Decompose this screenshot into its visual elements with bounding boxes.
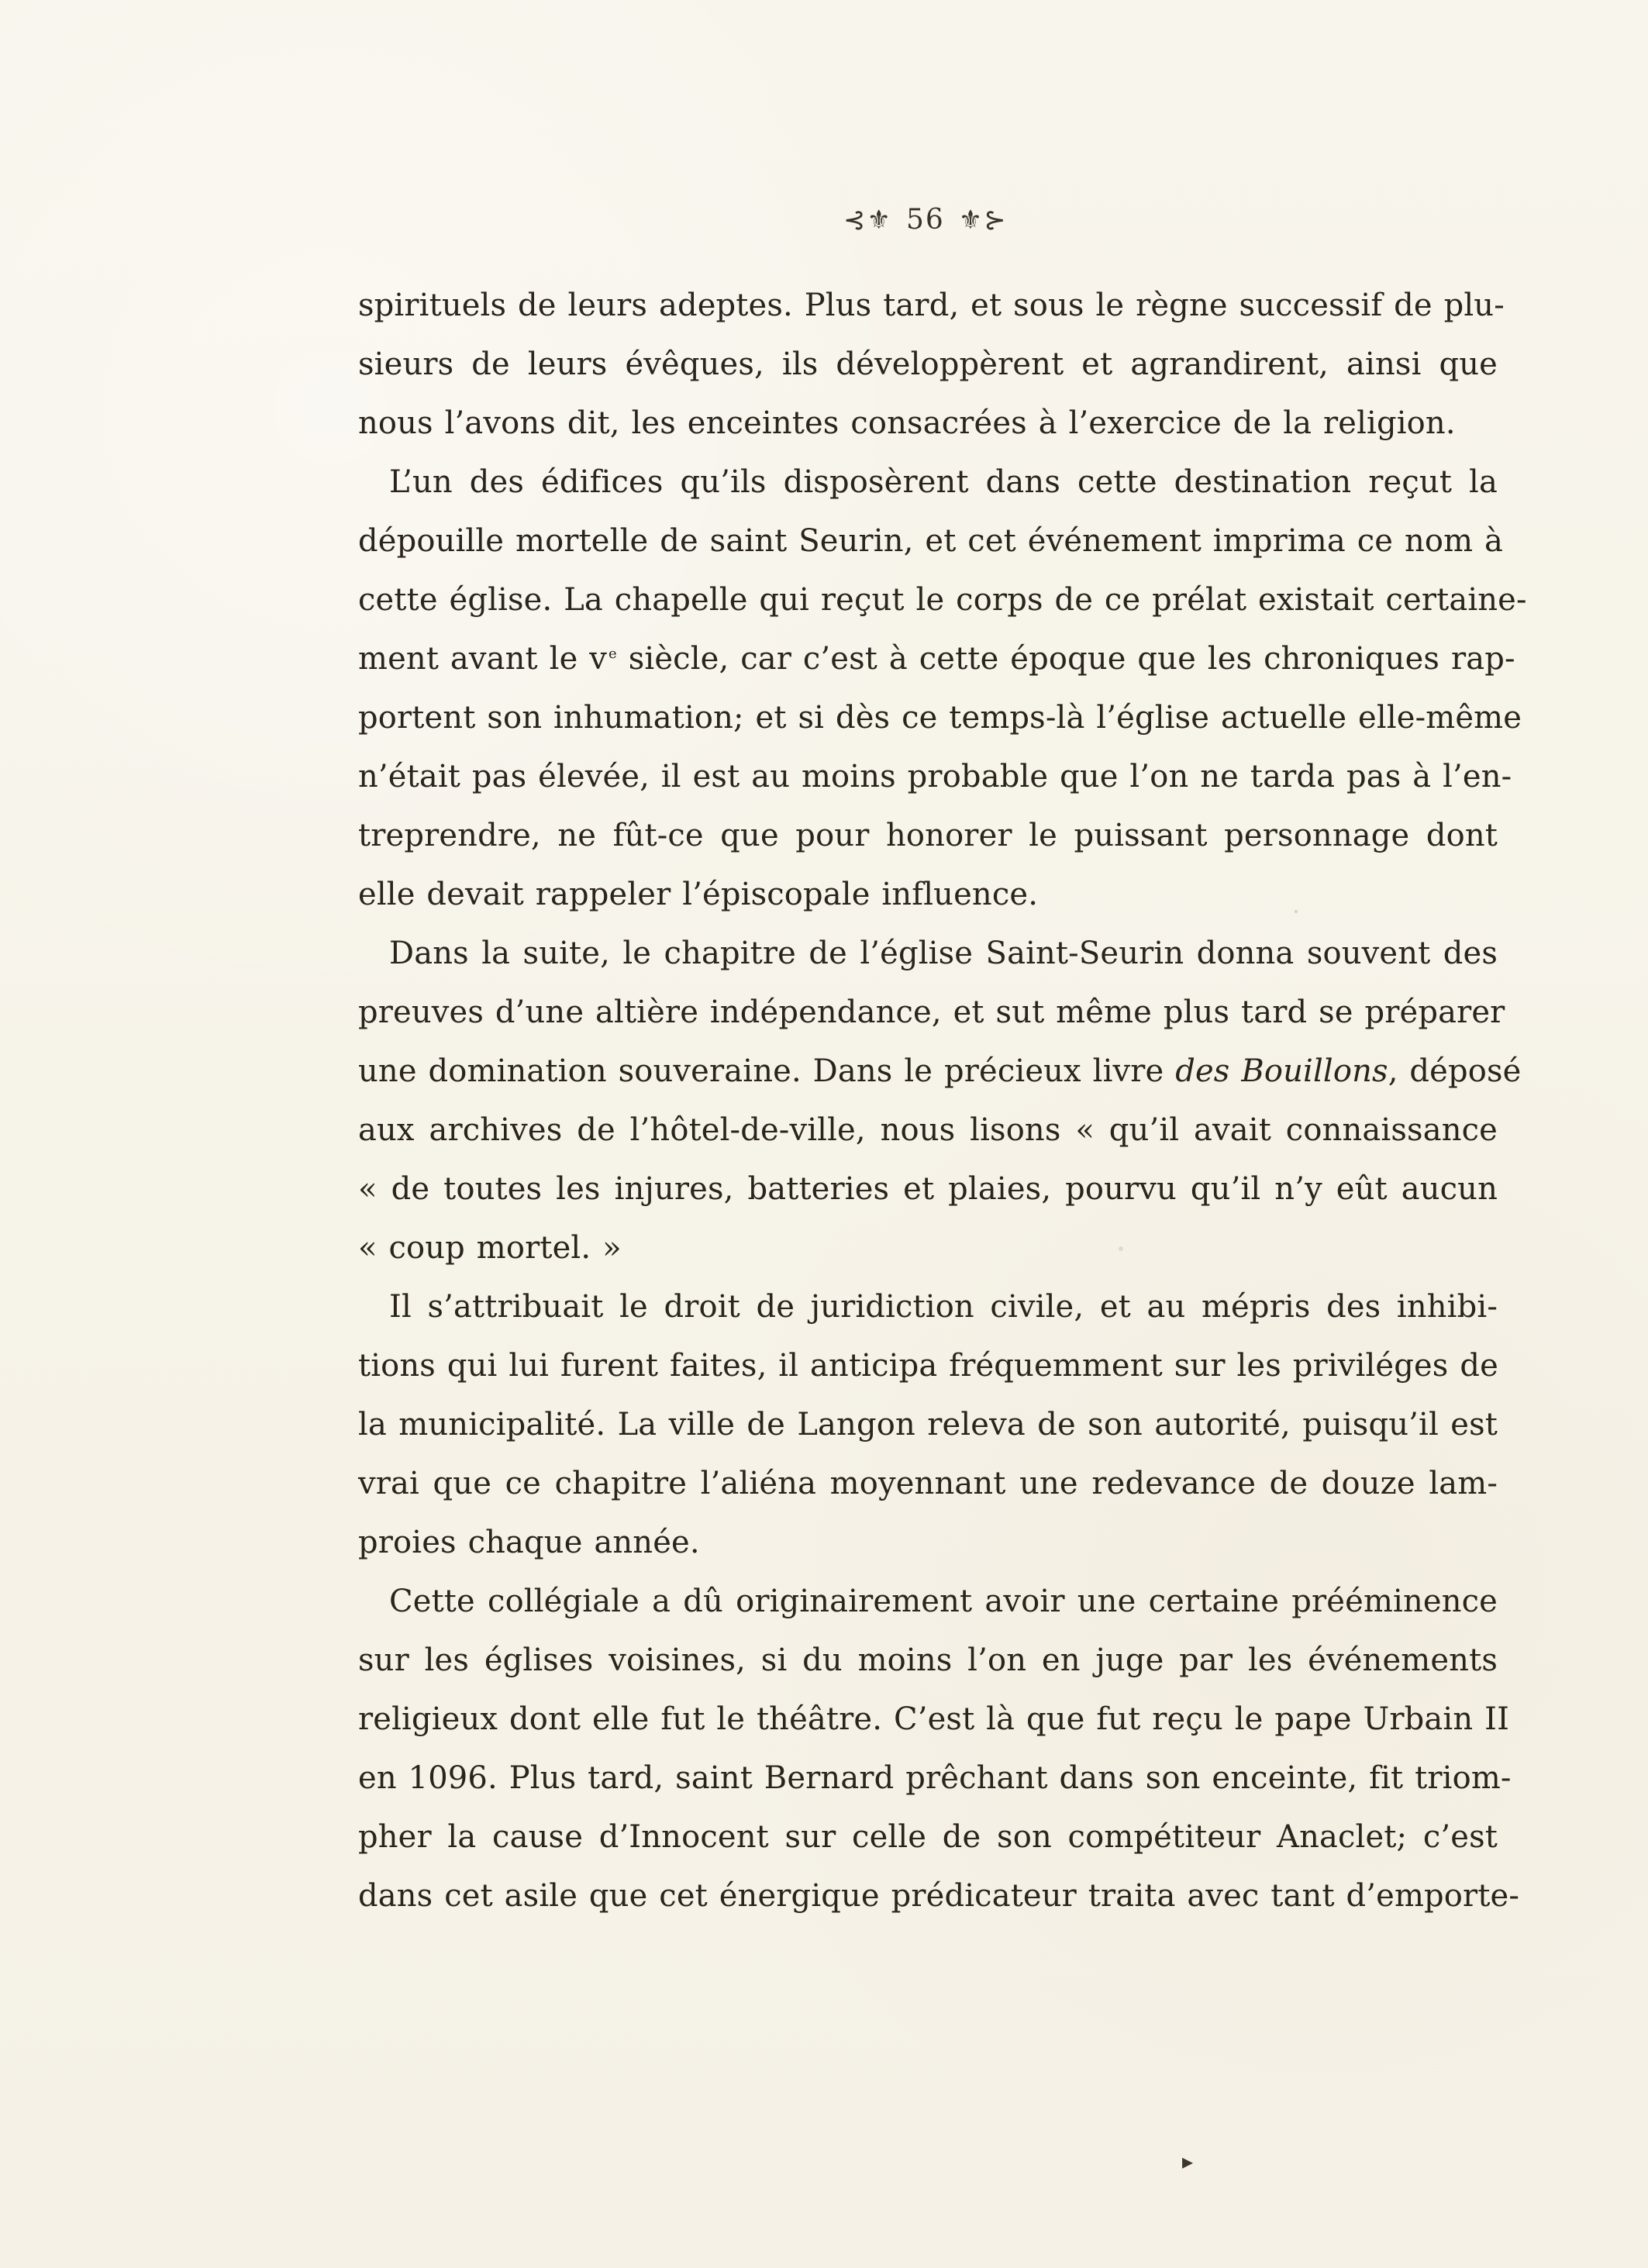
left-ornament-icon: ⊰⚜ [843,205,892,236]
text-line: « de toutes les injures, batteries et plaies, pourvu qu’il n’y eût aucun [358,1171,1498,1207]
text-line: treprendre, ne fût-ce que pour honorer le puissant personnage dont [358,818,1498,853]
text-line: elle devait rappeler l’épiscopale influence. [358,877,1039,912]
text-line: n’était pas élevée, il est au moins probable que l’on ne tarda pas à l’en- [358,759,1512,794]
page-marker-icon: ▸ [1182,2149,1194,2174]
text-segment: siècle, car c’est à cette époque que les chroniques rap- [616,641,1515,677]
text-line: vrai que ce chapitre l’aliéna moyennant une redevance de douze lam- [358,1466,1498,1501]
text-line: religieux dont elle fut le théâtre. C’est là que fut reçu le pape Urbain II [358,1701,1510,1737]
text-line: sieurs de leurs évêques, ils développèrent et agrandirent, ainsi que [358,346,1498,382]
page-number: 56 [905,204,945,236]
text-line: pher la cause d’Innocent sur celle de son compétiteur Anaclet; c’est [358,1819,1498,1855]
text-line: dans cet asile que cet énergique prédicateur traita avec tant d’emporte- [358,1878,1520,1914]
page-header [843,206,1008,234]
text-segment: une domination souveraine. Dans le précieux livre [358,1053,1176,1089]
text-line-with-italic [358,1042,1522,1101]
text-line: preuves d’une altière indépendance, et sut même plus tard se préparer [358,994,1505,1030]
paper-speck [1295,910,1298,913]
text-line: la municipalité. La ville de Langon releva de son autorité, puisqu’il est [358,1407,1498,1442]
text-line: « coup mortel. » [358,1230,622,1266]
text-line: tions qui lui furent faites, il anticipa fréquemment sur les priviléges de [358,1348,1498,1384]
paragraph-start-line: L’un des édifices qu’ils disposèrent dans cette destination reçut la [389,464,1498,500]
text-segment: ment avant le v [358,641,608,677]
superscript: e [609,646,617,662]
text-line: cette église. La chapelle qui reçut le corps de ce prélat existait certaine- [358,582,1527,618]
text-line: nous l’avons dit, les enceintes consacrées à l’exercice de la religion. [358,405,1456,441]
text-line: proies chaque année. [358,1525,700,1560]
text-line: sur les églises voisines, si du moins l’on en juge par les événements [358,1642,1498,1678]
text-line: spirituels de leurs adeptes. Plus tard, et sous le règne successif de plu- [358,288,1505,323]
text-segment: , déposé [1388,1053,1522,1089]
paragraph-start-line: Dans la suite, le chapitre de l’église Saint-Seurin donna souvent des [389,936,1498,971]
paragraph-start-line: Il s’attribuait le droit de juridiction civile, et au mépris des inhibi- [389,1289,1498,1325]
body-text [358,276,1527,1925]
text-line: dépouille mortelle de saint Seurin, et cet événement imprima ce nom à [358,523,1504,559]
italic-title: des Bouillons [1175,1053,1388,1089]
paper-speck [1119,1246,1123,1251]
text-line: aux archives de l’hôtel-de-ville, nous lisons « qu’il avait connaissance [358,1112,1498,1148]
right-ornament-icon: ⚜⊱ [958,205,1008,236]
text-line: portent son inhumation; et si dès ce temps-là l’église actuelle elle-même [358,700,1522,736]
text-line-with-superscript [358,629,1515,688]
text-line: en 1096. Plus tard, saint Bernard prêchant dans son enceinte, fit triom- [358,1760,1512,1796]
paragraph-start-line: Cette collégiale a dû originairement avoir une certaine prééminence [389,1584,1498,1619]
